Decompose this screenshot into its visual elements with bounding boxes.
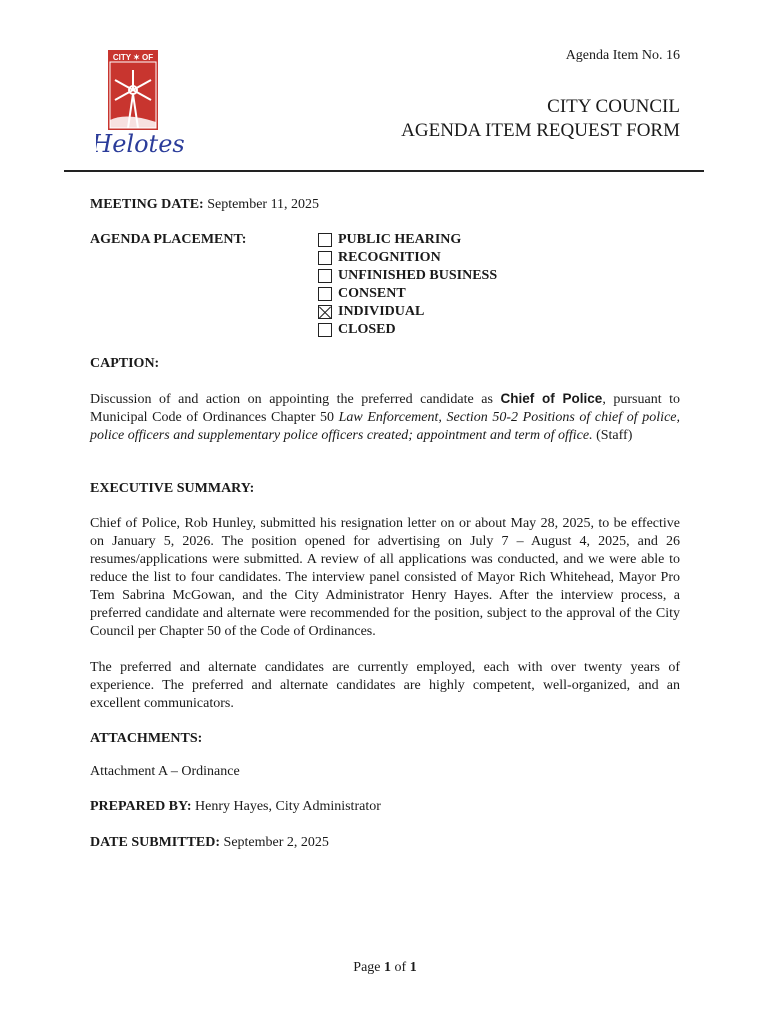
header-divider xyxy=(64,170,704,172)
option-individual[interactable] xyxy=(318,303,497,321)
option-label: CLOSED xyxy=(338,322,396,337)
title-line-1: CITY COUNCIL xyxy=(547,96,680,117)
checkbox[interactable] xyxy=(318,233,332,247)
option-unfinished-business[interactable] xyxy=(318,267,497,285)
option-public-hearing[interactable] xyxy=(318,231,497,249)
checkbox[interactable] xyxy=(318,269,332,283)
date-submitted-value: September 2, 2025 xyxy=(223,835,329,850)
city-of-helotes-logo xyxy=(96,48,184,160)
option-label: CONSENT xyxy=(338,286,406,301)
title-line-2: AGENDA ITEM REQUEST FORM xyxy=(401,120,680,141)
caption-heading: CAPTION: xyxy=(90,356,160,371)
executive-summary-para-2: The preferred and alternate candidates are currently employed, each with over twenty years of experience. The preferred and alternate candidates are highly competent, well-organized, and an excellent communicators. xyxy=(90,660,680,711)
executive-summary-heading: EXECUTIVE SUMMARY: xyxy=(90,481,255,496)
form-title xyxy=(401,95,680,143)
prepared-by xyxy=(90,799,381,815)
caption-italic: Law Enforcement, Section 50-2 Positions of chief of police, police officers and supplementary police officers created; appointment and term of office. xyxy=(90,410,680,443)
caption-text: Discussion of and action on appointing the preferred candidate as Chief of Police, pursuant to Municipal Code of Ordinances Chapter 50 Law Enforcement, Section 50-2 Positions of chief of police, police officers and supplementary police officers created; appointment and term of office. (Staff) xyxy=(90,391,681,443)
option-closed[interactable] xyxy=(318,321,497,339)
executive-summary-para-1: Chief of Police, Rob Hunley, submitted his resignation letter on or about May 28, 2025, to be effective on January 5, 2026. The position opened for advertising on July 7 – August 4, 2025, and 26 resumes/applications were submitted. A review of all applications was conducted, and we were able to reduce the list to four candidates. The interview panel consisted of Mayor Rich Whitehead, Mayor Pro Tem Sabrina McGowan, and the City Administrator Henry Hayes. After the interview process, a preferred candidate and alternate were recommended for the position, subject to the approval of the City Council per Chapter 50 of the Code of Ordinances. xyxy=(90,516,680,639)
checkbox-checked[interactable] xyxy=(318,305,332,319)
checkbox[interactable] xyxy=(318,287,332,301)
option-recognition[interactable] xyxy=(318,249,497,267)
caption-bold: Chief of Police xyxy=(500,391,603,406)
meeting-date-value: September 11, 2025 xyxy=(207,197,320,212)
attachments-heading: ATTACHMENTS: xyxy=(90,731,203,746)
attachment-item: Attachment A – Ordinance xyxy=(90,764,240,779)
windmill-logo-icon xyxy=(96,48,184,160)
agenda-placement-label: AGENDA PLACEMENT: xyxy=(90,232,247,247)
checkbox[interactable] xyxy=(318,251,332,265)
agenda-item-number: Agenda Item No. 16 xyxy=(565,48,680,63)
agenda-placement-options xyxy=(318,231,497,339)
option-label: INDIVIDUAL xyxy=(338,304,425,319)
option-consent[interactable] xyxy=(318,285,497,303)
meeting-date xyxy=(90,197,319,213)
prepared-by-value: Henry Hayes, City Administrator xyxy=(195,799,381,814)
option-label: PUBLIC HEARING xyxy=(338,232,462,247)
prepared-by-label: PREPARED BY: xyxy=(90,799,192,814)
option-label: RECOGNITION xyxy=(338,250,441,265)
logo-city-of-text: CITY ✶ OF xyxy=(112,53,154,62)
date-submitted xyxy=(90,835,329,851)
option-label: UNFINISHED BUSINESS xyxy=(338,268,498,283)
checkbox[interactable] xyxy=(318,323,332,337)
date-submitted-label: DATE SUBMITTED: xyxy=(90,835,221,850)
logo-helotes-text: Helotes xyxy=(96,130,184,158)
meeting-date-label: MEETING DATE: xyxy=(90,197,204,212)
page-number: Page 1 of 1 xyxy=(353,960,417,975)
